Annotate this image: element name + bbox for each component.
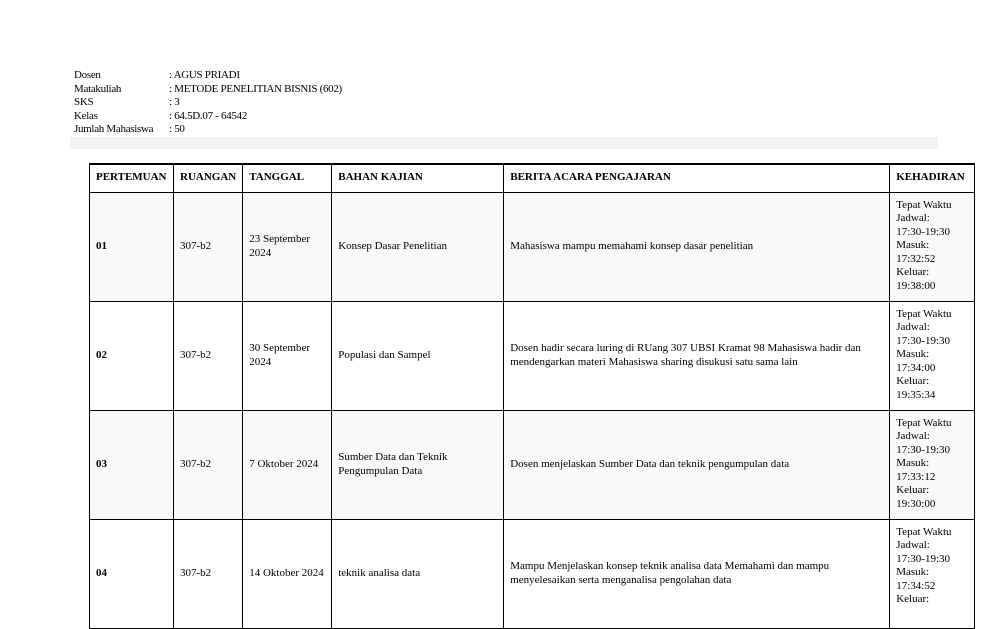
kehadiran-masuk: 17:34:00 bbox=[896, 361, 936, 374]
matakuliah-label: Matakuliah bbox=[74, 82, 122, 95]
kehadiran-jadwal-label: Jadwal: bbox=[896, 212, 930, 225]
bahan-cell: teknik analisa data bbox=[332, 519, 504, 628]
table-row bbox=[90, 410, 975, 519]
info-matakuliah bbox=[74, 83, 342, 97]
pertemuan-cell: 03 bbox=[90, 410, 174, 519]
kehadiran-keluar: 19:30:00 bbox=[896, 498, 936, 511]
info-jumlah bbox=[74, 123, 342, 137]
table-row bbox=[90, 301, 975, 410]
kehadiran-keluar-label: Keluar: bbox=[896, 593, 930, 606]
tanggal-cell: 14 Oktober 2024 bbox=[243, 519, 332, 628]
berita-acara-table bbox=[89, 163, 975, 629]
jumlah-label: Jumlah Mahasiswa bbox=[74, 123, 154, 136]
kehadiran-cell bbox=[890, 192, 975, 301]
kehadiran-keluar: 19:38:00 bbox=[896, 280, 936, 293]
berita-cell: Mahasiswa mampu memahami konsep dasar penelitian bbox=[504, 192, 890, 301]
bahan-cell: Konsep Dasar Penelitian bbox=[332, 192, 504, 301]
kehadiran-keluar-label: Keluar: bbox=[896, 484, 930, 497]
tanggal-cell: 23 September 2024 bbox=[243, 192, 332, 301]
course-info bbox=[74, 69, 342, 137]
ruangan-cell: 307-b2 bbox=[174, 410, 243, 519]
ruangan-cell: 307-b2 bbox=[174, 301, 243, 410]
kehadiran-jadwal-label: Jadwal: bbox=[896, 430, 930, 443]
header-kehadiran: KEHADIRAN bbox=[890, 164, 975, 192]
pertemuan-cell: 02 bbox=[90, 301, 174, 410]
kehadiran-cell bbox=[890, 301, 975, 410]
kehadiran-status: Tepat Waktu bbox=[896, 198, 952, 211]
section-divider bbox=[70, 137, 938, 149]
kehadiran-jadwal: 17:30-19:30 bbox=[896, 443, 951, 456]
kelas-value: : 64.5D.07 - 64542 bbox=[169, 110, 247, 124]
info-dosen bbox=[74, 69, 342, 83]
kehadiran-status: Tepat Waktu bbox=[896, 416, 952, 429]
info-kelas bbox=[74, 110, 342, 124]
kehadiran-cell bbox=[890, 410, 975, 519]
table-row bbox=[90, 192, 975, 301]
sks-value: : 3 bbox=[169, 96, 179, 110]
pertemuan-cell: 01 bbox=[90, 192, 174, 301]
info-sks bbox=[74, 96, 342, 110]
kehadiran-masuk: 17:33:12 bbox=[896, 470, 936, 483]
header-pertemuan: PERTEMUAN bbox=[90, 164, 174, 192]
jumlah-value: : 50 bbox=[169, 123, 185, 137]
kehadiran-status: Tepat Waktu bbox=[896, 307, 952, 320]
kehadiran-masuk-label: Masuk: bbox=[896, 566, 930, 579]
pertemuan-cell: 04 bbox=[90, 519, 174, 628]
tanggal-cell: 30 September 2024 bbox=[243, 301, 332, 410]
berita-cell: Mampu Menjelaskan konsep teknik analisa data Memahami dan mampu menyelesaikan serta menganalisa pengolahan data bbox=[504, 519, 890, 628]
tanggal-cell: 7 Oktober 2024 bbox=[243, 410, 332, 519]
berita-cell: Dosen hadir secara luring di RUang 307 UBSI Kramat 98 Mahasiswa hadir dan mendengarkan materi Mahasiswa sharing disukusi satu sama lain bbox=[504, 301, 890, 410]
kehadiran-jadwal: 17:30-19:30 bbox=[896, 552, 951, 565]
kehadiran-masuk: 17:34:52 bbox=[896, 579, 936, 592]
header-tanggal: TANGGAL bbox=[243, 164, 332, 192]
kehadiran-jadwal-label: Jadwal: bbox=[896, 539, 930, 552]
matakuliah-value: : METODE PENELITIAN BISNIS (602) bbox=[169, 83, 342, 97]
table-header-row bbox=[90, 164, 975, 192]
header-ruangan: RUANGAN bbox=[174, 164, 243, 192]
ruangan-cell: 307-b2 bbox=[174, 519, 243, 628]
kelas-label: Kelas bbox=[74, 109, 98, 122]
dosen-label: Dosen bbox=[74, 69, 101, 81]
kehadiran-jadwal-label: Jadwal: bbox=[896, 321, 930, 334]
kehadiran-keluar: 19:35:34 bbox=[896, 389, 936, 402]
kehadiran-jadwal: 17:30-19:30 bbox=[896, 225, 951, 238]
kehadiran-status: Tepat Waktu bbox=[896, 525, 952, 538]
kehadiran-masuk-label: Masuk: bbox=[896, 239, 930, 252]
kehadiran-keluar-label: Keluar: bbox=[896, 375, 930, 388]
ruangan-cell: 307-b2 bbox=[174, 192, 243, 301]
dosen-value: : AGUS PRIADI bbox=[169, 69, 240, 83]
kehadiran-masuk-label: Masuk: bbox=[896, 457, 930, 470]
kehadiran-masuk-label: Masuk: bbox=[896, 348, 930, 361]
bahan-cell: Sumber Data dan Teknik Pengumpulan Data bbox=[332, 410, 504, 519]
header-berita-acara: BERITA ACARA PENGAJARAN bbox=[504, 164, 890, 192]
sks-label: SKS bbox=[74, 96, 94, 109]
kehadiran-jadwal: 17:30-19:30 bbox=[896, 334, 951, 347]
header-bahan-kajian: BAHAN KAJIAN bbox=[332, 164, 504, 192]
kehadiran-masuk: 17:32:52 bbox=[896, 252, 936, 265]
berita-cell: Dosen menjelaskan Sumber Data dan teknik pengumpulan data bbox=[504, 410, 890, 519]
kehadiran-keluar-label: Keluar: bbox=[896, 266, 930, 279]
bahan-cell: Populasi dan Sampel bbox=[332, 301, 504, 410]
